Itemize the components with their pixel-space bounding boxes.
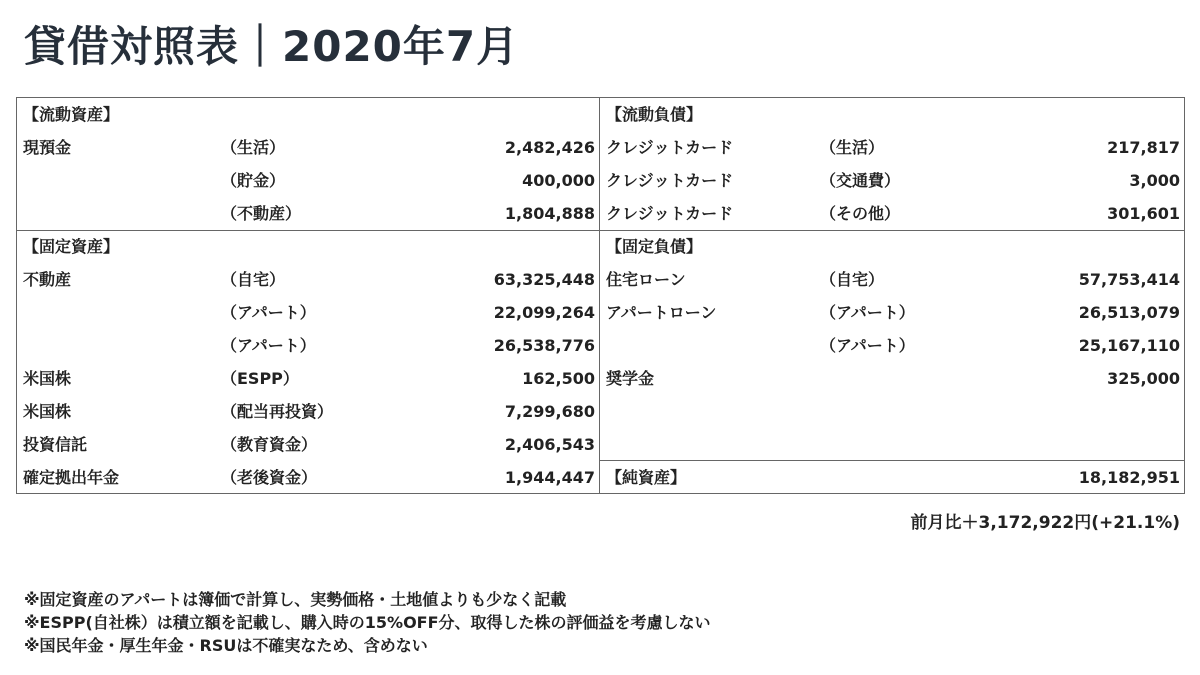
asset-value: 7,299,680 <box>504 402 595 421</box>
asset-label: 投資信託 <box>23 435 88 454</box>
net-assets-row <box>606 461 1180 494</box>
net-assets-label: 【純資産】 <box>606 468 687 487</box>
liability-label: クレジットカード <box>606 204 734 223</box>
asset-row <box>23 395 595 428</box>
liability-category: （自宅） <box>820 270 885 289</box>
asset-label: 米国株 <box>23 369 72 388</box>
asset-row <box>23 428 595 461</box>
liability-row <box>606 362 1180 395</box>
liability-category: （交通費） <box>820 171 901 190</box>
asset-value: 1,804,888 <box>504 204 595 223</box>
liability-category: （その他） <box>820 204 901 223</box>
liability-value: 217,817 <box>1107 138 1180 157</box>
asset-value: 63,325,448 <box>493 270 595 289</box>
asset-row <box>23 164 595 197</box>
asset-category: （アパート） <box>221 336 316 355</box>
asset-row <box>23 461 595 494</box>
asset-label: 確定拠出年金 <box>23 468 120 487</box>
asset-label: 米国株 <box>23 402 72 421</box>
page-title: 貸借対照表｜2020年7月 <box>24 22 520 71</box>
liability-row <box>606 164 1180 197</box>
asset-category: （アパート） <box>221 303 316 322</box>
liability-label: クレジットカード <box>606 171 734 190</box>
liability-value: 3,000 <box>1129 171 1180 190</box>
footnote: ※国民年金・厚生年金・RSUは不確実なため、含めない <box>24 636 428 655</box>
asset-row <box>23 296 595 329</box>
liability-label: 奨学金 <box>606 369 655 388</box>
liability-value: 26,513,079 <box>1078 303 1180 322</box>
asset-value: 22,099,264 <box>493 303 595 322</box>
asset-row <box>23 131 595 164</box>
asset-category: （老後資金） <box>221 468 318 487</box>
asset-value: 2,406,543 <box>504 435 595 454</box>
liability-row <box>606 197 1180 230</box>
asset-label: 現預金 <box>23 138 72 157</box>
liability-category: （アパート） <box>820 336 915 355</box>
liability-value: 57,753,414 <box>1078 270 1180 289</box>
asset-value: 2,482,426 <box>504 138 595 157</box>
footnote: ※ESPP(自社株）は積立額を記載し、購入時の15%OFF分、取得した株の評価益を考慮しない <box>24 613 711 632</box>
asset-value: 1,944,447 <box>504 468 595 487</box>
asset-value: 162,500 <box>522 369 595 388</box>
month-over-month-change: 前月比＋3,172,922円(+21.1%) <box>910 513 1180 533</box>
liability-value: 325,000 <box>1107 369 1180 388</box>
asset-row <box>23 329 595 362</box>
liability-value: 301,601 <box>1107 204 1180 223</box>
asset-category: （不動産） <box>221 204 302 223</box>
asset-category: （教育資金） <box>221 435 318 454</box>
liability-label: クレジットカード <box>606 138 734 157</box>
liability-row <box>606 263 1180 296</box>
liability-category: （生活） <box>820 138 885 157</box>
asset-value: 400,000 <box>522 171 595 190</box>
liability-value: 25,167,110 <box>1078 336 1180 355</box>
liability-label: アパートローン <box>606 303 717 322</box>
liability-category: （アパート） <box>820 303 915 322</box>
asset-category: （自宅） <box>221 270 286 289</box>
asset-row <box>23 197 595 230</box>
footnotes <box>24 588 711 657</box>
asset-value: 26,538,776 <box>493 336 595 355</box>
asset-category: （貯金） <box>221 171 286 190</box>
asset-category: （配当再投資） <box>221 402 334 421</box>
column-divider <box>599 98 600 493</box>
liability-row <box>606 296 1180 329</box>
asset-label: 不動産 <box>23 270 72 289</box>
asset-row <box>23 263 595 296</box>
footnote: ※固定資産のアパートは簿価で計算し、実勢価格・土地値よりも少なく記載 <box>24 590 567 609</box>
liability-label: 住宅ローン <box>606 270 686 289</box>
net-assets-value: 18,182,951 <box>1078 468 1180 487</box>
liability-row <box>606 131 1180 164</box>
asset-category: （生活） <box>221 138 286 157</box>
balance-sheet-table: 【流動資産】 【固定資産】 【流動負債】 【固定負債】 【純資産】 18,182,951 現預金 （生活） 2,482,426 （貯金） 400,000 （不動産） 1,804,888 不動産 （自宅） 63,325,448 （アパート） 22,099,264 （アパート） 26,538,776 米国株 （ESPP） 162,500 米国株 （配当再投資） 7,299,680 投資信託 （教育資金） 2,406,543 確定拠出年金 （老後資金） 1,944,447 クレジットカード （生活） 217,817 クレジットカード （交通費） 3,000 クレジットカード （その他） 301,601 住宅ローン （自宅） 57,753,414 アパートローン （アパート） 26,513,079 （アパート） 25,167,110 奨学金 325,000 <box>16 97 1185 494</box>
liability-row <box>606 329 1180 362</box>
asset-category: （ESPP） <box>221 369 299 388</box>
asset-row <box>23 362 595 395</box>
